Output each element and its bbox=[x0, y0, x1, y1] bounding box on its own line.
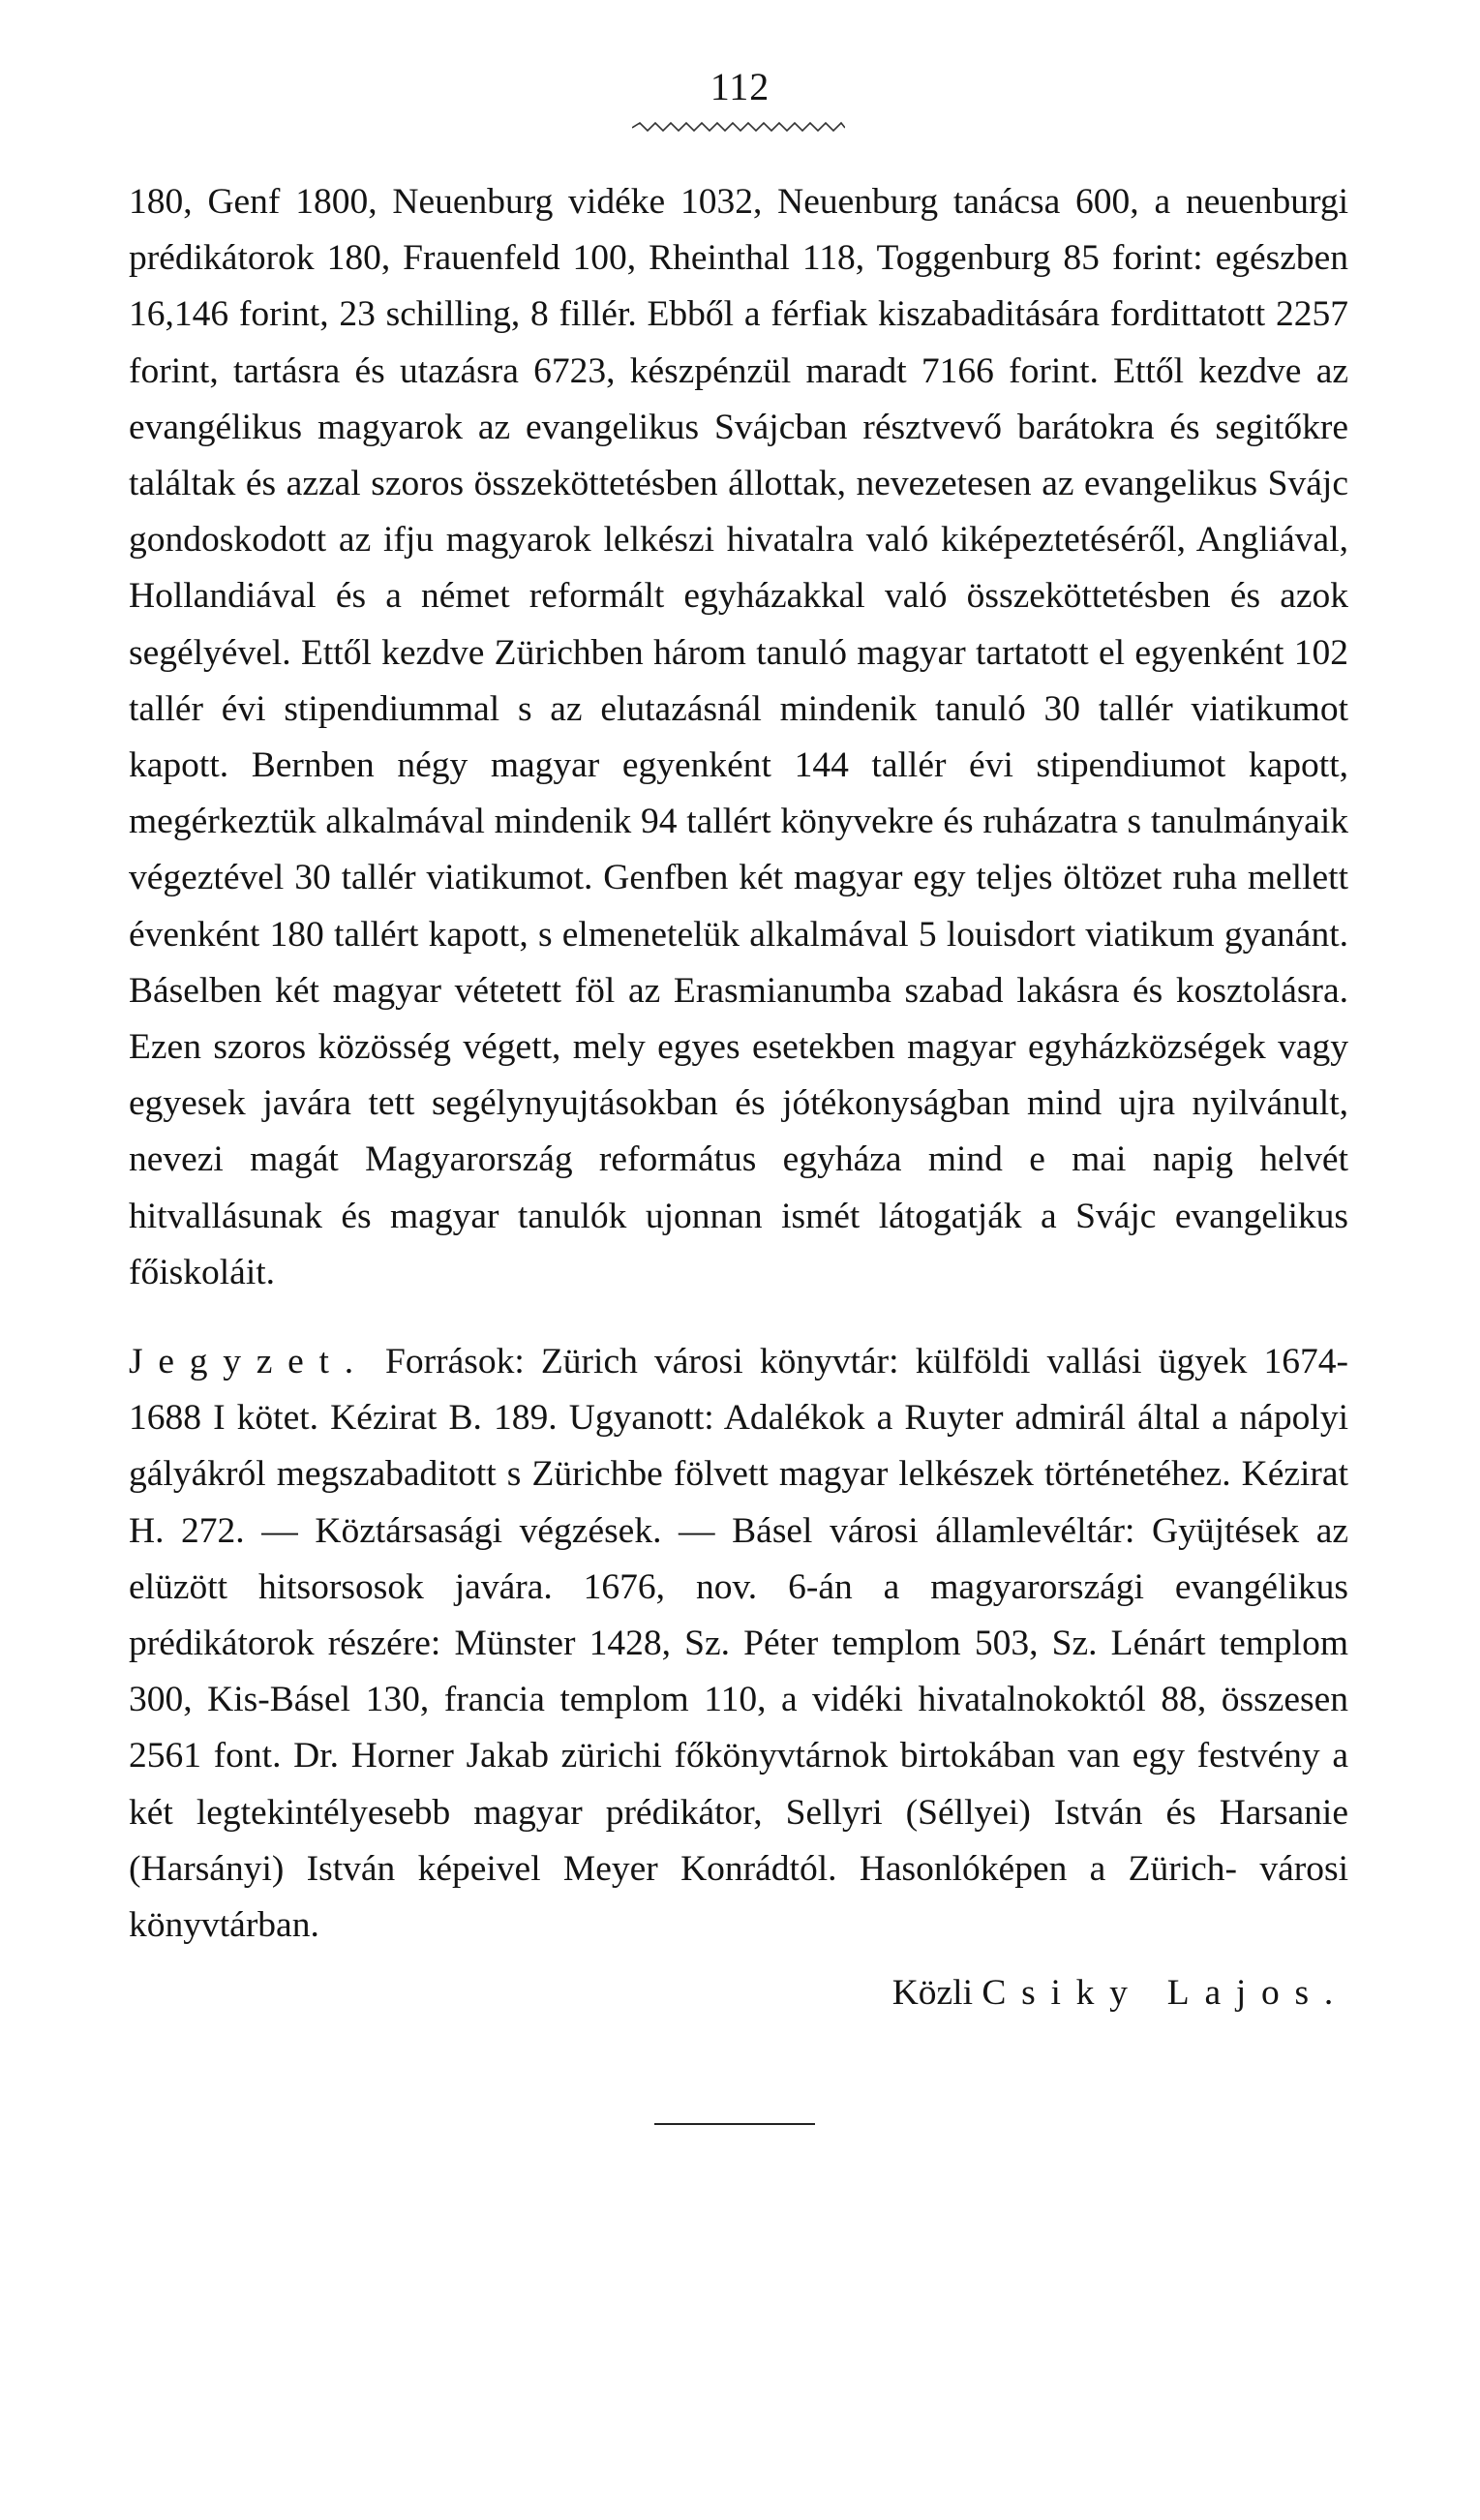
note-text: Források: Zürich városi könyvtár: külföldi vallási ügyek 1674-1688 I kötet. Kézirat B. 189. Ugyanott: Adalékok a Ruyter admirál által a nápolyi gályákról megszabaditott s Zürichbe fölvett magyar lelkészek történetéhez. Kézirat H. 272. — Köztársasági végzések. — Básel városi államlevéltár: Gyüjtések az elüzött hitsorsosok javára. 1676, nov. 6-án a magyarországi evangélikus prédikátorok részére: Münster 1428, Sz. Péter templom 503, Sz. Lénárt templom 300, Kis-Básel 130, francia templom 110, a vidéki hivatalnokoktól 88, összesen 2561 font. Dr. Horner Jakab zürichi főkönyvtárnok birtokában van egy festvény a két legtekintélyesebb magyar prédikátor, Sellyri (Séllyei) István és Harsanie (Harsányi) István képeivel Meyer Konrádtól. Hasonlóképen a Zürich- városi könyvtárban. bbox=[129, 1342, 1348, 1946]
page-number: 112 bbox=[710, 65, 770, 108]
signature-prefix: Közli bbox=[891, 1973, 982, 2013]
main-text bbox=[129, 174, 1348, 1301]
footnote-sources bbox=[129, 1334, 1348, 1954]
closing-rule bbox=[654, 2123, 815, 2125]
page-number-ornament bbox=[632, 120, 845, 134]
note-paragraph bbox=[129, 1334, 1348, 1954]
signature-author: Csiky Lajos. bbox=[982, 1973, 1348, 2013]
body-paragraph: 180, Genf 1800, Neuenburg vidéke 1032, Neuenburg tanácsa 600, a neuenburgi prédikátorok 180, Frauenfeld 100, Rheinthal 118, Toggenburg 85 forint: egészben 16,146 forint, 23 schilling, 8 fillér. Ebből a férfiak kiszabaditására fordittatott 2257 forint, tartásra és utazásra 6723, készpénzül maradt 7166 forint. Ettől kezdve az evangélikus magyarok az evangelikus Svájcban résztvevő barátokra és segitőkre találtak és azzal szoros összeköttetésben állottak, nevezetesen az evangelikus Svájc gondoskodott az ifju magyarok lelkészi hivatalra való kiképeztetéséről, Angliával, Hollandiával és a német reformált egyházakkal való összeköttetésben és azok segélyével. Ettől kezdve Zürichben három tanuló magyar tartatott el egyenként 102 tallér évi stipendiummal s az elutazásnál mindenik tanuló 30 tallér viatikumot kapott. Bernben négy magyar egyenként 144 tallér évi stipendiumot kapott, megérkeztük alkalmával mindenik 94 tallért könyvekre és ruházatra s tanulmányaik végeztével 30 tallér viatikumot. Genfben két magyar egy teljes öltözet ruha mellett évenként 180 tallért kapott, s elmenetelük alkalmával 5 louisdort viatikum gyanánt. Báselben két magyar vétetett föl az Erasmianumba szabad lakásra és kosztolásra. Ezen szoros közösség végett, mely egyes esetekben magyar egyházközségek vagy egyesek javára tett segélynyujtásokban és jótékonyságban mind ujra nyilvánult, nevezi magát Magyarország református egyháza mind e mai napig helvét hitvallásunak és magyar tanulók ujonnan ismét látogatják a Svájc evangelikus főiskoláit. bbox=[129, 182, 1348, 1292]
signature bbox=[129, 1965, 1348, 2021]
note-label: Jegyzet. bbox=[129, 1342, 369, 1381]
